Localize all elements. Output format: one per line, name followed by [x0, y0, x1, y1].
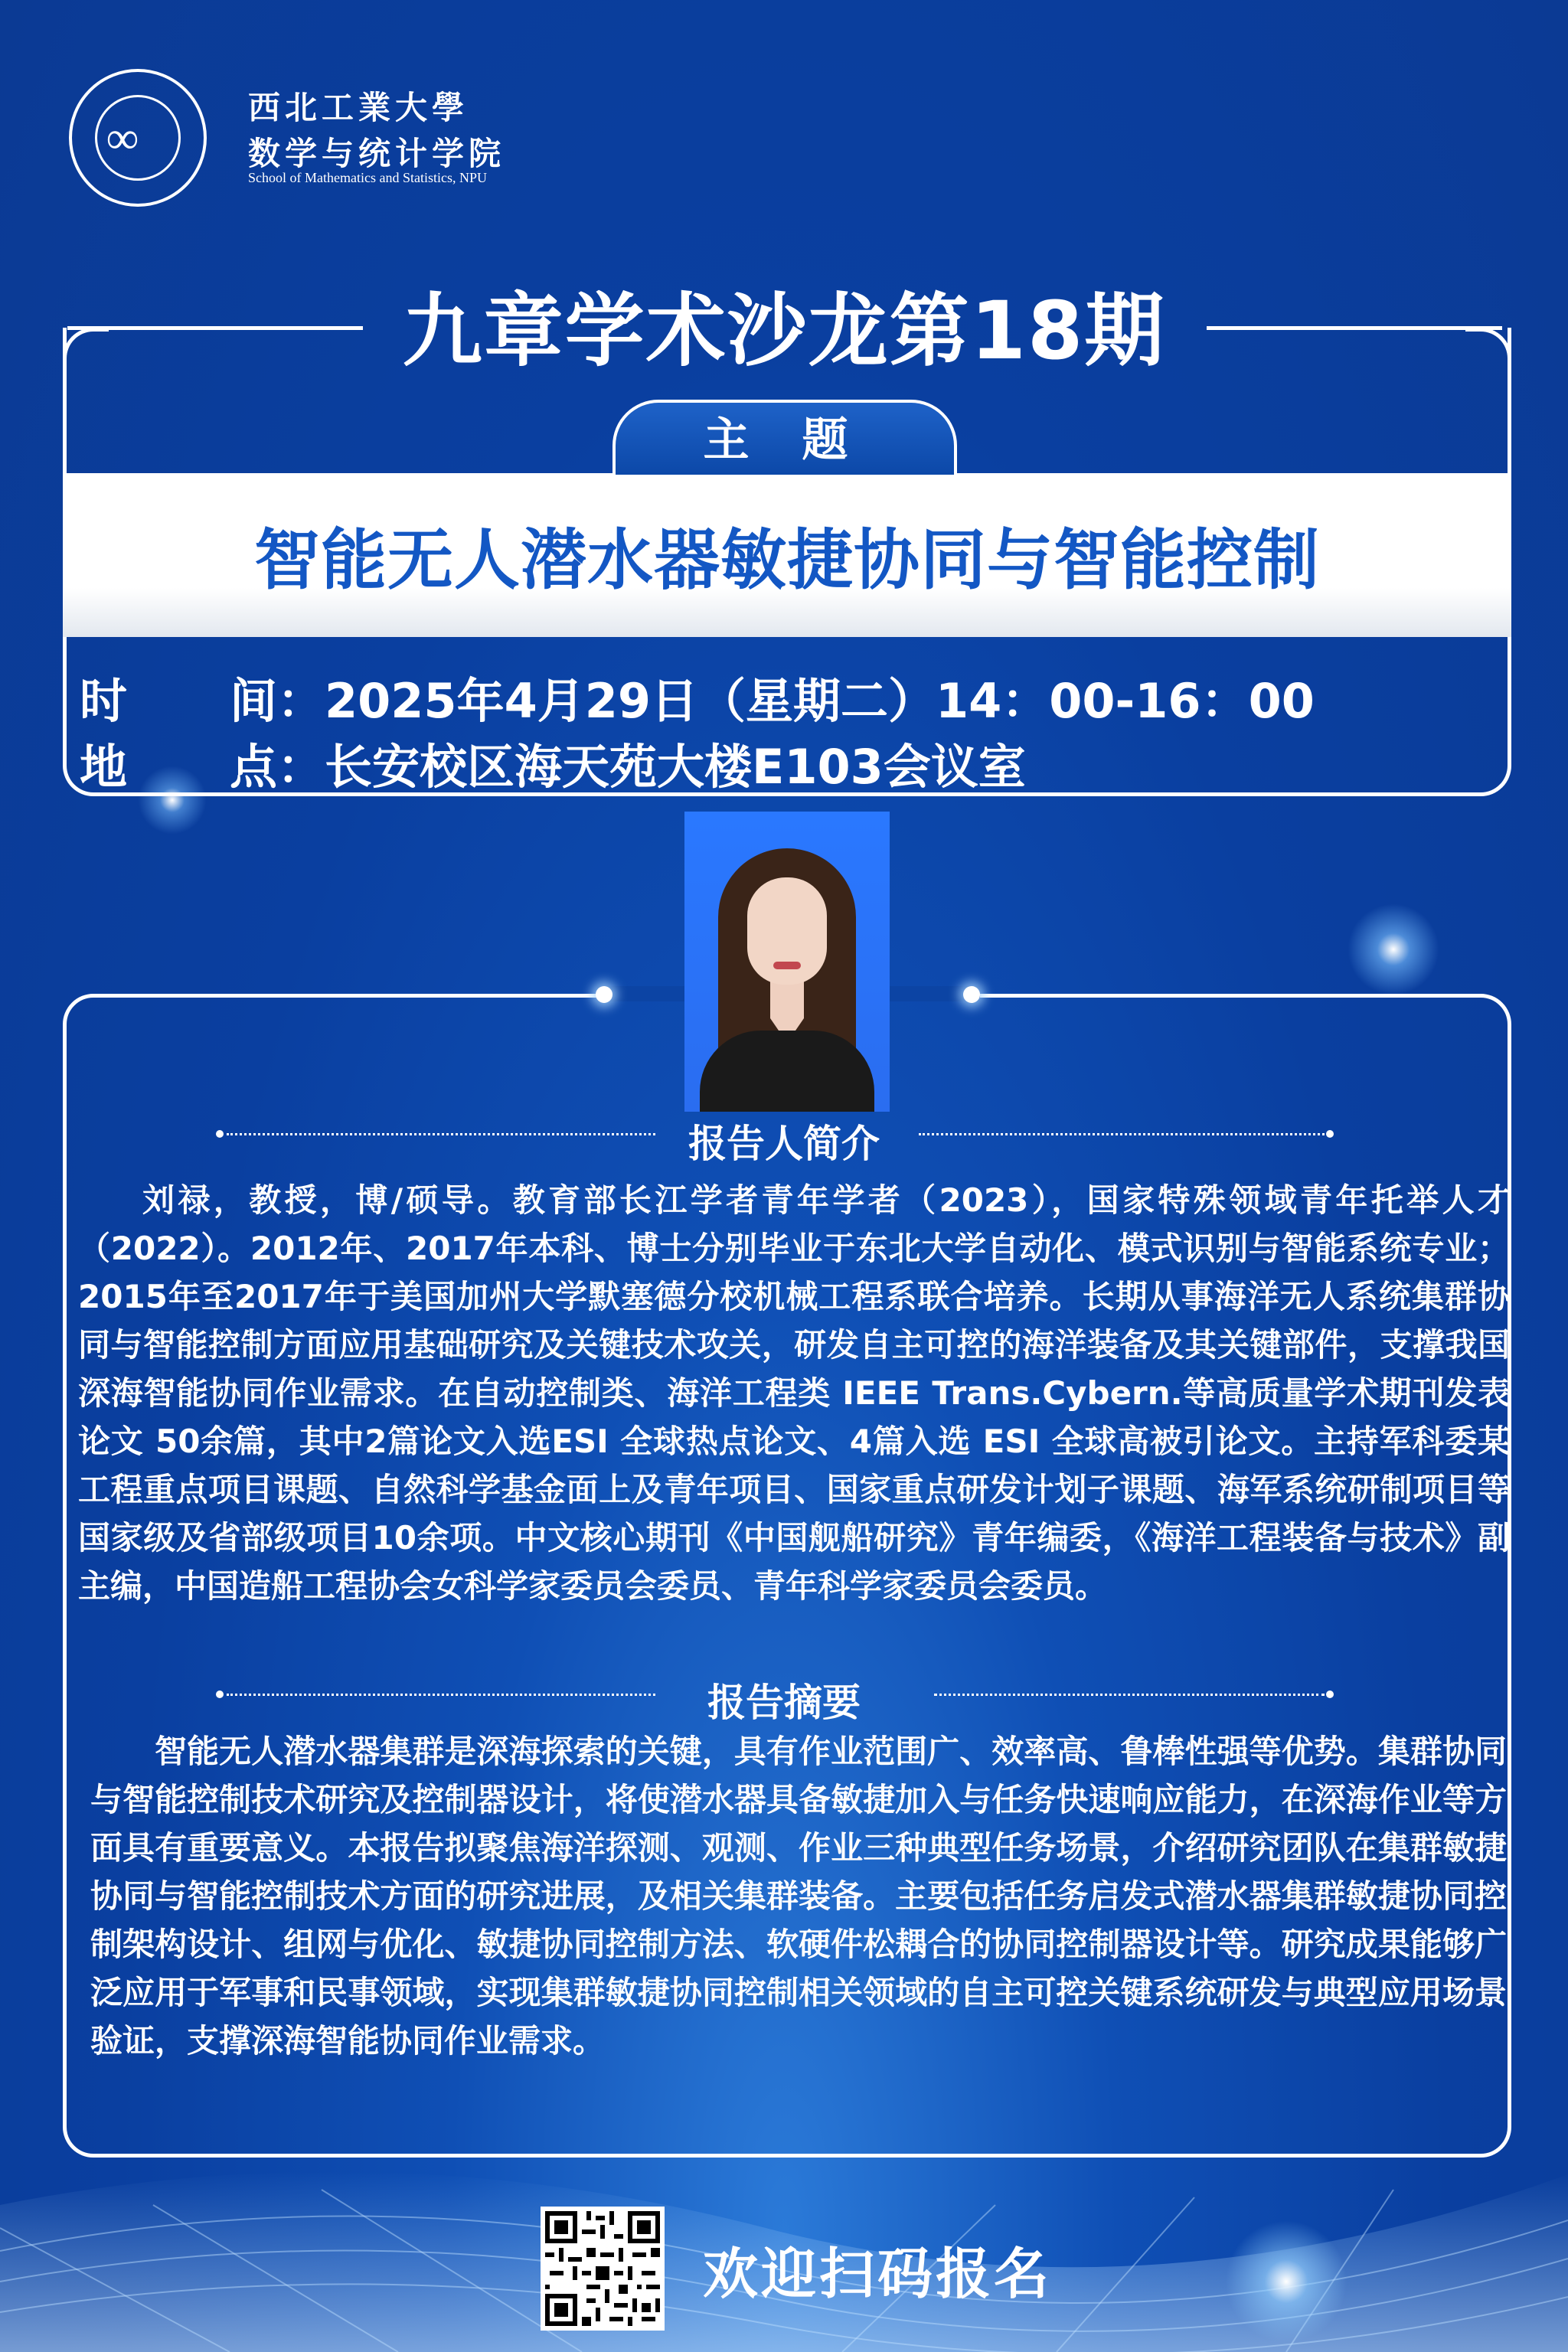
topic-label: 主 题	[703, 413, 867, 467]
frame-dot	[596, 986, 612, 1003]
place-value: 长安校区海天苑大楼E103会议室	[325, 739, 1026, 795]
speaker-section-title: 报告人简介	[688, 1122, 880, 1166]
abstract-section-title: 报告摘要	[707, 1681, 861, 1725]
abstract-text: 智能无人潜水器集群是深海探索的关键，具有作业范围广、效率高、鲁棒性强等优势。集群协同与智能控制技术研究及控制器设计，将使潜水器具备敏捷加入与任务快速响应能力，在深海作业等方面具有重要意义。本报告拟聚焦海洋探测、观测、作业三种典型任务场景，介绍研究团队在集群敏捷协同与智能控制技术方面的研究进展，及相关集群装备。主要包括任务启发式潜水器集群敏捷协同控制架构设计、组网与优化、敏捷协同控制方法、软硬件松耦合的协同控制器设计等。研究成果能够广泛应用于军事和民事领域，实现集群敏捷协同控制相关领域的自主可控关键系统研发与典型应用场景验证，支撑深海智能协同作业需求。	[90, 1733, 1507, 2060]
time-key-2: 间：	[230, 673, 325, 729]
university-name: 西北工業大學	[248, 89, 469, 126]
time-key: 时	[80, 673, 128, 729]
place-key: 地	[80, 739, 128, 795]
time-row	[80, 663, 1315, 731]
topic-text: 智能无人潜水器敏捷协同与智能控制	[254, 522, 1320, 599]
school-name-en: School of Mathematics and Statistics, NPU	[248, 170, 487, 185]
place-key-2: 点：	[230, 739, 325, 795]
topic-tab	[612, 400, 957, 475]
place-row	[80, 729, 1026, 797]
university-logo: ∞	[69, 69, 207, 207]
speaker-bio-text: 刘禄，教授，博/硕导。教育部长江学者青年学者（2023），国家特殊领域青年托举人才（2022）。2012年、2017年本科、博士分别毕业于东北大学自动化、模式识别与智能系统专业；2015年至2017年于美国加州大学默塞德分校机械工程系联合培养。长期从事海洋无人系统集群协同与智能控制方面应用基础研究及关键技术攻关，研发自主可控的海洋装备及其关键部件，支撑我国深海智能协同作业需求。在自动控制类、海洋工程类 IEEE Trans.Cybern.等高质量学术期刊发表论文 50余篇，其中2篇论文入选ESI 全球热点论文、4篇入选 ESI 全球高被引论文。主持军科委某工程重点项目课题、自然科学基金面上及青年项目、国家重点研发计划子课题、海军系统研制项目等国家级及省部级项目10余项。中文核心期刊《中国舰船研究》青年编委，《海洋工程装备与技术》副主编，中国造船工程协会女科学家委员会委员、青年科学家委员会委员。	[78, 1181, 1510, 1605]
speaker-photo	[684, 812, 890, 1112]
abstract	[90, 1727, 1507, 2065]
light-flare	[1348, 903, 1439, 995]
qr-code-icon[interactable]	[541, 2207, 665, 2331]
scan-to-register: 欢迎扫码报名	[703, 2242, 1053, 2306]
school-name: 数学与统计学院	[248, 135, 506, 172]
event-title: 九章学术沙龙第18期	[402, 284, 1166, 377]
speaker-bio	[78, 1176, 1510, 1610]
time-value: 2025年4月29日（星期二）14：00-16：00	[325, 673, 1315, 729]
frame-dot	[963, 986, 980, 1003]
